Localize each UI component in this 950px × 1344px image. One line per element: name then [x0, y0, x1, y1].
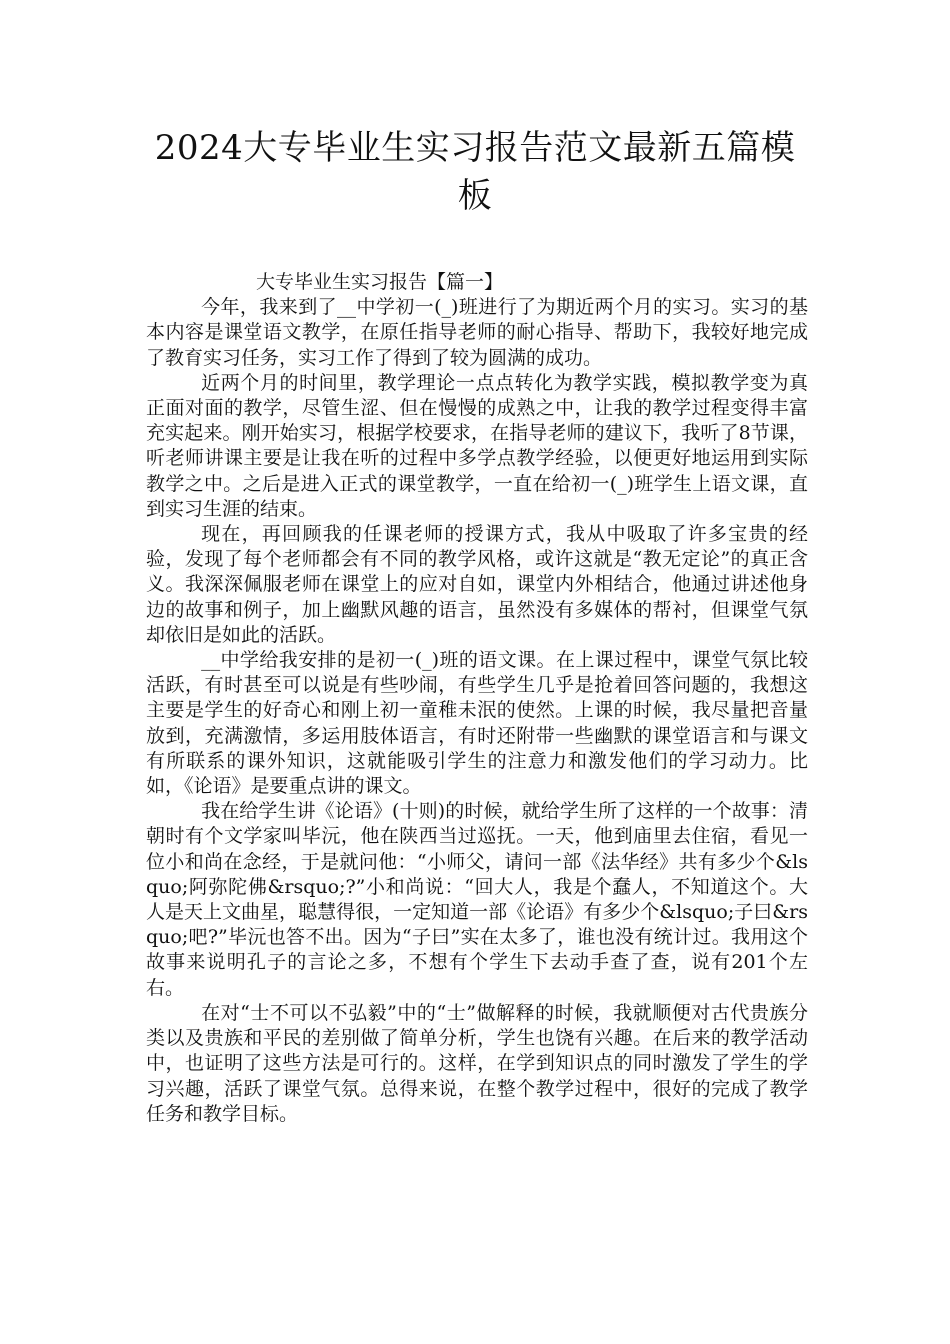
paragraph-3: 现在，再回顾我的任课老师的授课方式，我从中吸取了许多宝贵的经验，发现了每个老师都会有不同的教学风格，或许这就是“教无定论”的真正含义。我深深佩服老师在课堂上的应对自如，课堂内外相结合，他通过讲述他身边的故事和例子，加上幽默风趣的语言，虽然没有多媒体的帮衬，但课堂气氛却依旧是如此的活跃。 [146, 523, 808, 646]
paragraph-2: 近两个月的时间里，教学理论一点点转化为教学实践，模拟教学变为真正面对面的教学，尽管生涩、但在慢慢的成熟之中，让我的教学过程变得丰富充实起来。刚开始实习，根据学校要求，在指导老师的建议下，我听了8节课，听老师讲课主要是让我在听的过程中多学点教学经验，以便更好地运用到实际教学之中。之后是进入正式的课堂教学，一直在给初一(_)班学生上语文课，直到实习生涯的结束。 [146, 371, 808, 520]
document-body [146, 270, 808, 1127]
document-title: 2024大专毕业生实习报告范文最新五篇模板 [154, 128, 796, 216]
paragraph-4: __中学给我安排的是初一(_)班的语文课。在上课过程中，课堂气氛比较活跃，有时甚至可以说是有些吵闹，有些学生几乎是抢着回答问题的，我想这主要是学生的好奇心和刚上初一童稚未泯的使然。上课的时候，我尽量把音量放到，充满激情，多运用肢体语言，有时还附带一些幽默的课堂语言和与课文有所联系的课外知识，这就能吸引学生的注意力和激发他们的学习动力。比如，《论语》是要重点讲的课文。 [146, 649, 808, 798]
section-heading: 大专毕业生实习报告【篇一】 [256, 271, 504, 293]
paragraph-6: 在对“士不可以不弘毅”中的“士”做解释的时候，我就顺便对古代贵族分类以及贵族和平民的差别做了简单分析，学生也饶有兴趣。在后来的教学活动中，也证明了这些方法是可行的。这样，在学到知识点的同时激发了学生的学习兴趣，活跃了课堂气氛。总得来说，在整个教学过程中，很好的完成了教学任务和教学目标。 [146, 1001, 808, 1125]
paragraph-5: 我在给学生讲《论语》(十则)的时候，就给学生所了这样的一个故事：清朝时有个文学家叫毕沅，他在陕西当过巡抚。一天，他到庙里去住宿，看见一位小和尚在念经，于是就问他：“小师父，请问一部《法华经》共有多少个&lsquo;阿弥陀佛&rsquo;?”小和尚说：“回大人，我是个蠢人，不知道这个。大人是天上文曲星，聪慧得很，一定知道一部《论语》有多少个&lsquo;子曰&rsquo;吧?”毕沅也答不出。因为“子曰”实在太多了，谁也没有统计过。我用这个故事来说明孔子的言论之多，不想有个学生下去动手查了查，说有201个左右。 [146, 800, 808, 999]
paragraph-1: 今年，我来到了__中学初一(_)班进行了为期近两个月的实习。实习的基本内容是课堂语文教学，在原任指导老师的耐心指导、帮助下，我较好地完成了教育实习任务，实习工作了得到了较为圆满的成功。 [146, 296, 808, 369]
